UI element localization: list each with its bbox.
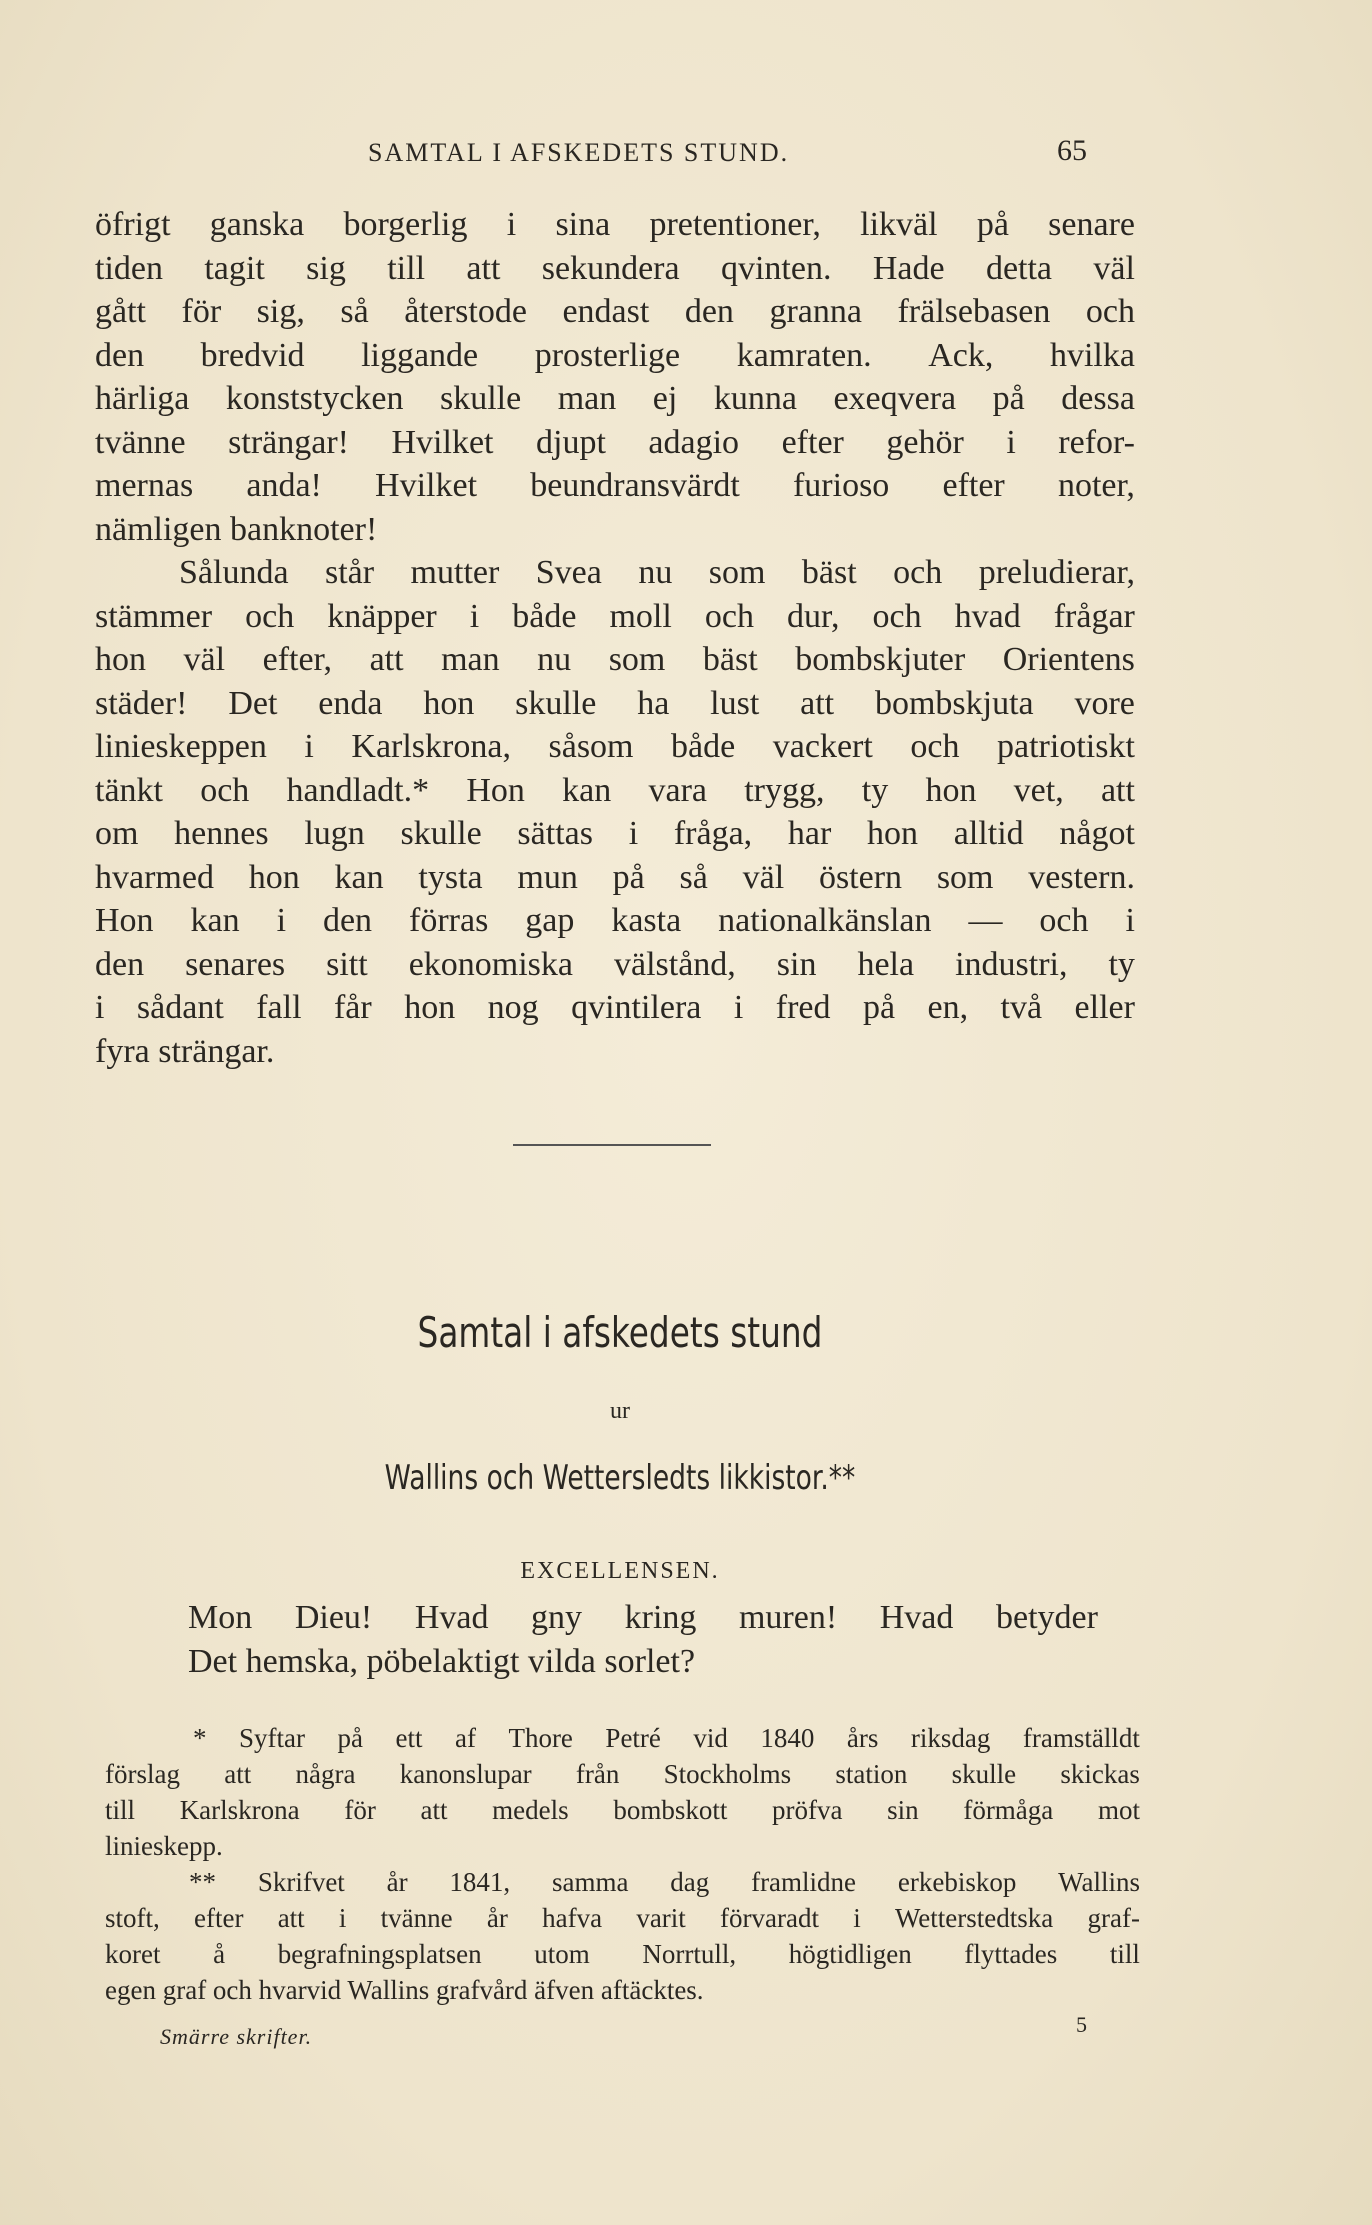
body-line: linieskeppen i Karlskrona, såsom både vackert och patriotiskt — [95, 728, 1135, 765]
verse-line: Det hemska, pöbelaktigt vilda sorlet? — [188, 1643, 696, 1680]
verse — [188, 1596, 1098, 1684]
body-line: öfrigt ganska borgerlig i sina pretentioner, likväl på senare — [95, 206, 1135, 243]
section-title: Samtal i afskedets stund — [417, 1308, 823, 1357]
footnote-line: linieskepp. — [105, 1831, 223, 1861]
body-line: stämmer och knäpper i både moll och dur, och hvad frågar — [95, 597, 1135, 635]
speaker-name: EXCELLENSEN. — [520, 1558, 720, 1584]
footnote-line: stoft, efter att i tvänne år hafva varit förvaradt i Wetterstedtska graf- — [105, 1903, 1140, 1933]
body-line: tvänne strängar! Hvilket djupt adagio efter gehör i refor- — [95, 423, 1135, 461]
footnote-line: koret å begrafningsplatsen utom Norrtull, högtidligen flyttades till — [105, 1939, 1140, 1969]
sheet-number: 5 — [1076, 2012, 1087, 2037]
body-line: Sålunda står mutter Svea nu som bäst och preludierar, — [179, 554, 1135, 591]
footnote-line: ** Skrifvet år 1841, samma dag framlidne erkebiskop Wallins — [189, 1867, 1140, 1897]
section-ur: ur — [610, 1398, 630, 1424]
body-line: mernas anda! Hvilket beundransvärdt furioso efter noter, — [95, 467, 1135, 504]
verse-line: Mon Dieu! Hvad gny kring muren! Hvad betyder — [188, 1599, 1098, 1636]
footnote-line: egen graf och hvarvid Wallins grafvård äfven aftäcktes. — [105, 1975, 704, 2005]
body-line: städer! Det enda hon skulle ha lust att bombskjuta vore — [95, 684, 1135, 722]
body-text — [95, 203, 1135, 1073]
section-divider — [513, 1144, 711, 1146]
body-line: gått för sig, så återstode endast den granna frälsebasen och — [95, 293, 1135, 330]
body-line: hon väl efter, att man nu som bäst bombskjuter Orientens — [95, 641, 1135, 678]
footnote-line: förslag att några kanonslupar från Stockholms station skulle skickas — [105, 1759, 1140, 1789]
body-line: den senares sitt ekonomiska välstånd, sin hela industri, ty — [95, 945, 1135, 983]
running-head: SAMTAL I AFSKEDETS STUND. — [368, 138, 790, 167]
page-number: 65 — [1057, 134, 1087, 167]
footnote-line: * Syftar på ett af Thore Petré vid 1840 års riksdag framställdt — [193, 1723, 1140, 1753]
body-line: i sådant fall får hon nog qvintilera i fred på en, två eller — [95, 989, 1135, 1026]
footnote-line: till Karlskrona för att medels bombskott pröfva sin förmåga mot — [105, 1795, 1140, 1825]
body-line: tänkt och handladt.* Hon kan vara trygg, ty hon vet, att — [95, 771, 1135, 809]
body-line: hvarmed hon kan tysta mun på så väl östern som vestern. — [95, 858, 1135, 896]
body-line: den bredvid liggande prosterlige kamraten. Ack, hvilka — [95, 336, 1135, 374]
footnotes — [105, 1720, 1140, 2008]
body-line: nämligen banknoter! — [95, 510, 378, 548]
body-line: om hennes lugn skulle sättas i fråga, har hon alltid något — [95, 815, 1135, 852]
body-line: tiden tagit sig till att sekundera qvinten. Hade detta väl — [95, 249, 1135, 287]
signature-mark: Smärre skrifter. — [160, 2024, 313, 2049]
body-line: härliga konststycken skulle man ej kunna exeqvera på dessa — [95, 380, 1135, 417]
body-line: fyra strängar. — [95, 1032, 275, 1070]
body-line: Hon kan i den förras gap kasta nationalkänslan — och i — [95, 902, 1135, 939]
section-subtitle: Wallins och Wettersledts likkistor.** — [384, 1458, 856, 1498]
